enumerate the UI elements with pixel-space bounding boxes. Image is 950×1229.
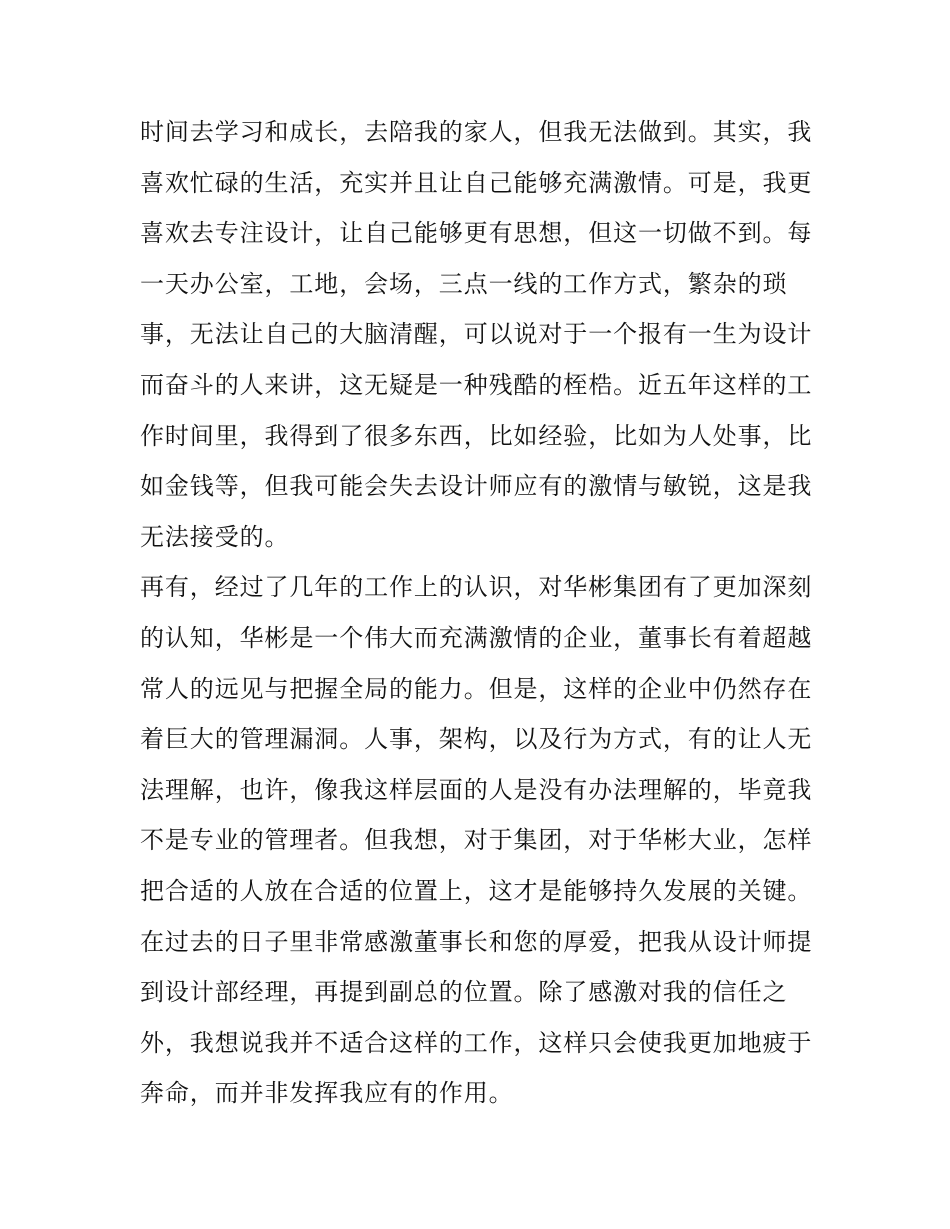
text-line: 常人的远见与把握全局的能力。但是，这样的企业中仍然存在 bbox=[140, 674, 813, 703]
text-line: 着巨大的管理漏洞。人事，架构，以及行为方式，有的让人无 bbox=[140, 725, 813, 754]
text-line: 一天办公室，工地，会场，三点一线的工作方式，繁杂的琐 bbox=[140, 269, 788, 298]
text-line: 奔命，而并非发挥我应有的作用。 bbox=[140, 1079, 514, 1108]
text-line: 把合适的人放在合适的位置上，这才是能够持久发展的关键。 bbox=[140, 876, 813, 905]
text-line: 喜欢去专注设计，让自己能够更有思想，但这一切做不到。每 bbox=[140, 219, 813, 248]
document-body bbox=[140, 107, 820, 1119]
text-line: 不是专业的管理者。但我想，对于集团，对于华彬大业，怎样 bbox=[140, 826, 813, 855]
text-line: 在过去的日子里非常感激董事长和您的厚爱，把我从设计师提 bbox=[140, 927, 813, 956]
text-line: 法理解，也许，像我这样层面的人是没有办法理解的，毕竟我 bbox=[140, 775, 813, 804]
text-line: 作时间里，我得到了很多东西，比如经验，比如为人处事，比 bbox=[140, 421, 813, 450]
text-line: 而奋斗的人来讲，这无疑是一种残酷的桎梏。近五年这样的工 bbox=[140, 370, 813, 399]
text-line: 事，无法让自己的大脑清醒，可以说对于一个报有一生为设计 bbox=[140, 320, 813, 349]
text-line: 时间去学习和成长，去陪我的家人，但我无法做到。其实，我 bbox=[140, 118, 813, 146]
text-line: 无法接受的。 bbox=[140, 522, 290, 551]
text-line: 如金钱等，但我可能会失去设计师应有的激情与敏锐，这是我 bbox=[140, 472, 813, 501]
text-line: 的认知，华彬是一个伟大而充满激情的企业，董事长有着超越 bbox=[140, 623, 813, 652]
text-line: 再有，经过了几年的工作上的认识，对华彬集团有了更加深刻 bbox=[140, 573, 813, 602]
text-line: 到设计部经理，再提到副总的位置。除了感激对我的信任之 bbox=[140, 978, 788, 1007]
text-line: 喜欢忙碌的生活，充实并且让自己能够充满激情。可是，我更 bbox=[140, 168, 813, 197]
text-line: 外，我想说我并不适合这样的工作，这样只会使我更加地疲于 bbox=[140, 1028, 813, 1057]
